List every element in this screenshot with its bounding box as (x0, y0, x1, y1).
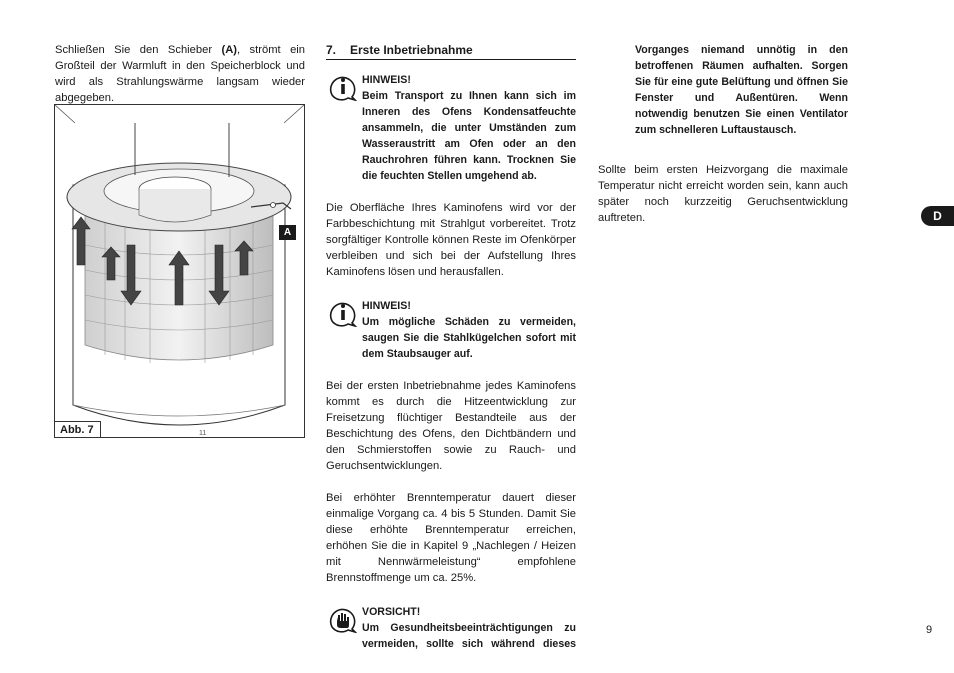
caution-title: VORSICHT! (362, 606, 421, 618)
caution-continued-text: Vorganges niemand unnötig in den betroffenen Räumen aufhalten. Sorgen Sie für eine gute Belüftung und öffnen Sie Fenster und Außentüren. Wenn notwendig benutzen Sie einen Ventilator zum schnelleren Luftaustausch. (635, 44, 848, 136)
notice-2 (326, 298, 576, 362)
info-icon (328, 299, 358, 327)
notice-2-title: HINWEIS! (362, 300, 411, 312)
notice-1 (326, 72, 576, 184)
column-3 (598, 42, 848, 226)
info-icon (328, 73, 358, 101)
section-number: 7. (326, 43, 337, 57)
figure-abb-7 (54, 104, 305, 438)
paragraph-burn-temperature: Bei erhöhter Brenntemperatur dauert dieser einmalige Vorgang ca. 4 bis 5 Stunden. Damit Sie diese erhöhte Brenntemperatur erreichen, erhöhen Sie die in Kapitel 9 „Nachlegen / Heizen mit Nennwärmeleistung“ empfohlene Brennstoffmenge um ca. 25%. (326, 492, 576, 584)
notice-2-text: Um mögliche Schäden zu vermeiden, saugen Sie die Stahlkügelchen sofort mit dem Staubsauger auf. (362, 316, 576, 360)
paragraph-surface: Die Oberfläche Ihres Kaminofens wird vor der Farbbeschichtung mit Strahlgut vorbereitet. Trotz sorgfältiger Kontrolle können Reste im Ofenkörper verbleiben und sich bei der Aufstellung Ihres Kaminofens lösen und herausfallen. (326, 202, 576, 278)
stove-illustration (55, 105, 304, 437)
paragraph-first-use: Bei der ersten Inbetriebnahme jedes Kaminofens kommt es durch die Hitzeentwicklung zur Freisetzung flüchtiger Bestandteile aus der Beschichtung des Ofens, den Dichtbändern und den Schmierstoffen sowie zu Rauch- und Geruchsentwicklungen. (326, 380, 576, 472)
caution-text: Um Gesundheitsbeeinträchtigungen zu vermeiden, sollte sich während dieses (362, 622, 576, 650)
intro-text-bold: (A) (221, 44, 238, 56)
callout-a: A (279, 225, 296, 240)
caution-notice (326, 604, 576, 652)
section-heading (326, 42, 576, 60)
svg-text:11: 11 (199, 430, 207, 437)
notice-1-title: HINWEIS! (362, 74, 411, 86)
intro-text-start: Schließen Sie den Schieber (55, 44, 222, 56)
notice-1-text: Beim Transport zu Ihnen kann sich im Inneren des Ofens Kondensatfeuchte ansammeln, die unter Umständen zum Wasseraustritt am Ofen oder an den Rauchrohren führen kann. Trocknen Sie die feuchten Stellen umgehend ab. (362, 90, 576, 182)
page-number: 9 (926, 624, 933, 636)
language-badge: D (921, 206, 954, 226)
section-title: Erste Inbetriebnahme (350, 43, 473, 57)
intro-paragraph (55, 42, 305, 106)
section-7 (326, 42, 576, 652)
intro-text-end: , strömt ein Großteil der Warmluft in den Speicherblock und wird als Strahlungswärme langsam wieder abgegeben. (55, 44, 305, 104)
paragraph-max-temperature: Sollte beim ersten Heizvorgang die maximale Temperatur nicht erreicht worden sein, kann auch später noch kurzzeitig Geruchsentwicklung auftreten. (598, 164, 848, 224)
caution-hand-icon (328, 605, 358, 633)
figure-label: Abb. 7 (54, 421, 101, 438)
